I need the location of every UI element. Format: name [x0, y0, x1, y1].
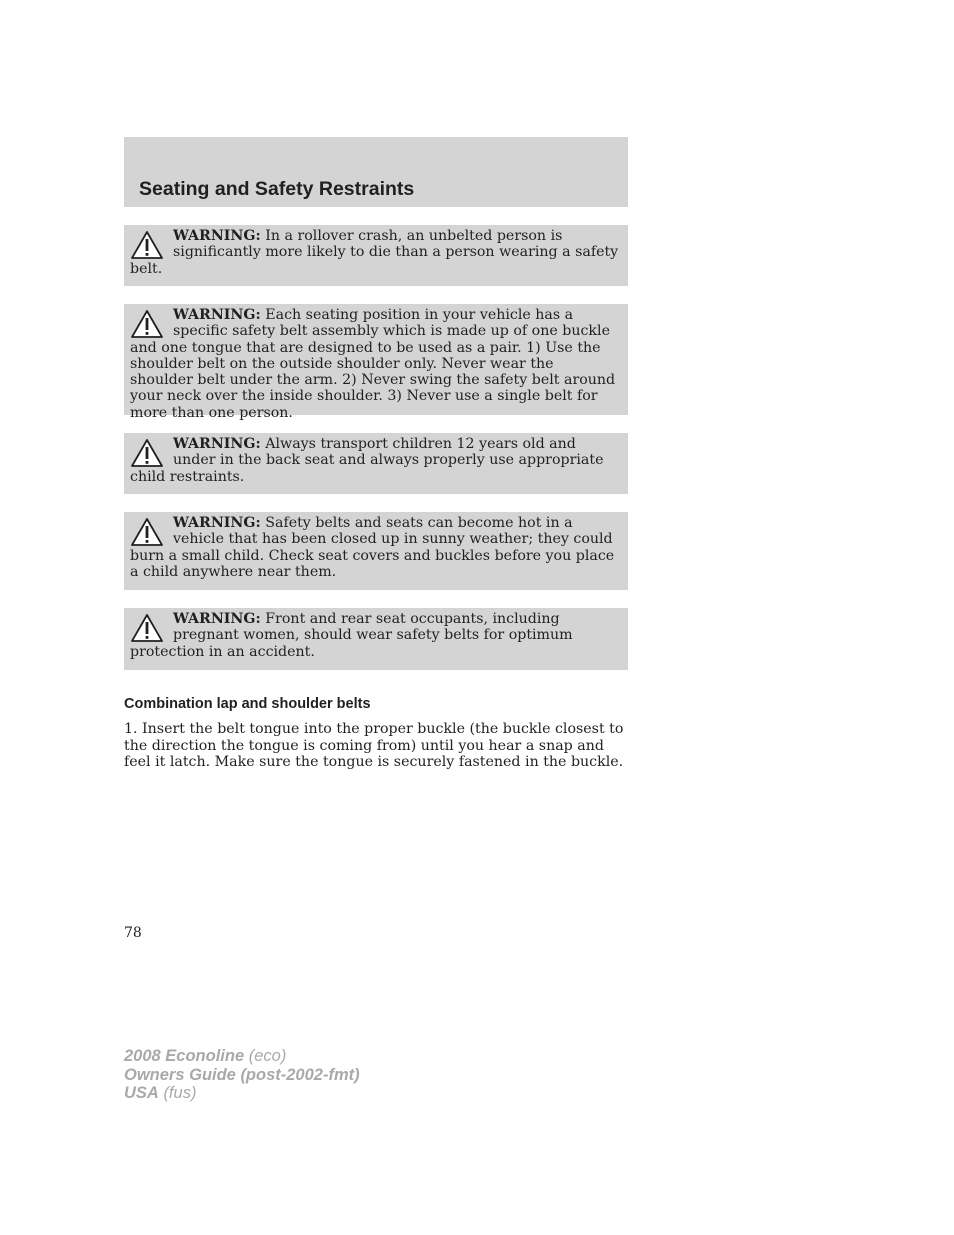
warning-text: Safety belts and seats can become hot in a vehicle that has been closed up in sunny weather; they could burn a small child. Check seat covers and buckles before you place a child anywhere near them.	[130, 515, 615, 580]
footer-line-market	[124, 1084, 360, 1103]
warning-triangle-icon	[130, 613, 164, 643]
footer-model: 2008 Econoline	[124, 1047, 245, 1065]
warning-box-3	[124, 433, 628, 494]
warning-box-1	[124, 225, 628, 286]
instruction-paragraph: 1. Insert the belt tongue into the proper buckle (the buckle closest to the direction the tongue is coming from) until you hear a snap and feel it latch. Make sure the tongue is securely fastened in the buckle.	[124, 721, 624, 770]
warning-triangle-icon	[130, 309, 164, 339]
warning-box-4	[124, 512, 628, 590]
warning-text: Always transport children 12 years old and under in the back seat and always properly use appropriate child restraints.	[130, 436, 604, 485]
warning-label: WARNING:	[173, 307, 261, 323]
warning-triangle-icon	[130, 438, 164, 468]
document-footer	[124, 1047, 360, 1103]
footer-model-code: (eco)	[248, 1047, 287, 1065]
subsection-title: Combination lap and shoulder belts	[124, 696, 371, 712]
footer-line-model	[124, 1047, 360, 1066]
warning-text: Front and rear seat occupants, including pregnant women, should wear safety belts for optimum protection in an accident.	[130, 611, 573, 660]
footer-line-guide	[124, 1066, 360, 1085]
footer-market: USA	[124, 1084, 159, 1102]
footer-market-code: (fus)	[163, 1084, 197, 1102]
page-number: 78	[124, 925, 142, 941]
warning-text: Each seating position in your vehicle has a specific safety belt assembly which is made up of one buckle and one tongue that are designed to be used as a pair. 1) Use the shoulder belt on the outside shoulder only. Never wear the shoulder belt under the arm. 2) Never swing the safety belt around your neck over the inside shoulder. 3) Never use a single belt for more than one person.	[130, 307, 616, 421]
warning-label: WARNING:	[173, 611, 261, 627]
warning-triangle-icon	[130, 230, 164, 260]
warning-label: WARNING:	[173, 515, 261, 531]
warning-box-2	[124, 304, 628, 421]
warning-box-5	[124, 608, 628, 670]
section-title: Seating and Safety Restraints	[139, 178, 415, 200]
section-header	[124, 137, 628, 207]
warning-label: WARNING:	[173, 436, 261, 452]
footer-guide: Owners Guide (post-2002-fmt)	[124, 1065, 360, 1084]
warning-triangle-icon	[130, 517, 164, 547]
warning-label: WARNING:	[173, 228, 261, 244]
warning-text: In a rollover crash, an unbelted person is significantly more likely to die than a person wearing a safety belt.	[130, 228, 619, 277]
